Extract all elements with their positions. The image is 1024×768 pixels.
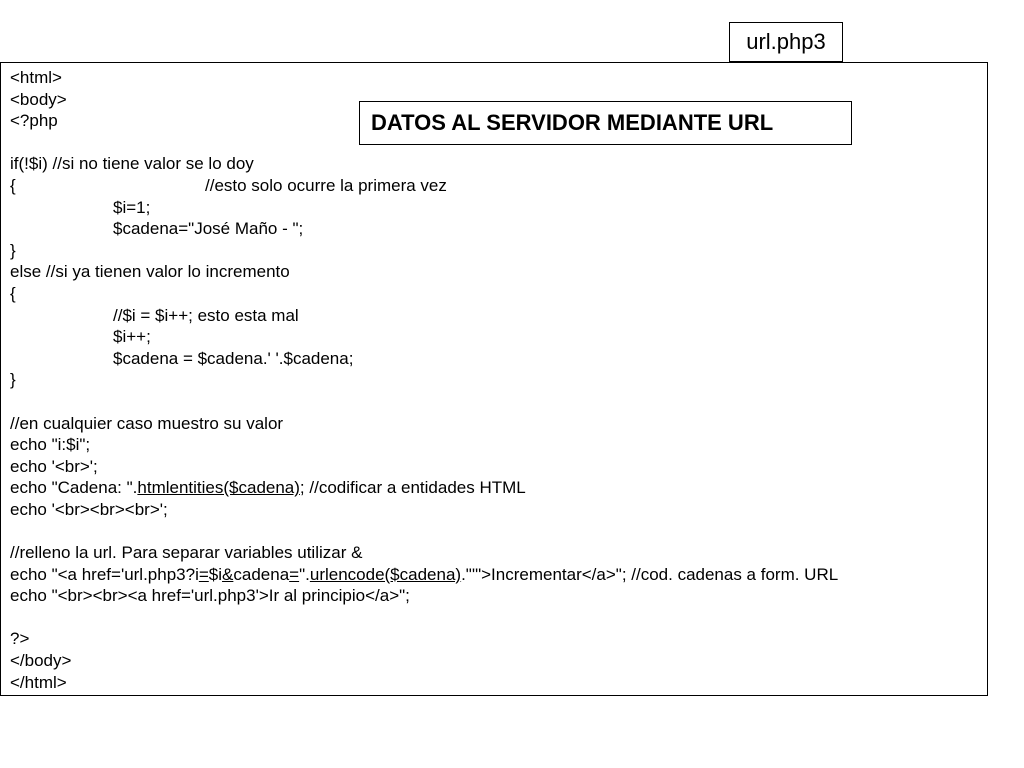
code-line: <?php	[10, 111, 58, 131]
code-segment: ".	[299, 564, 310, 584]
code-line	[10, 197, 838, 219]
blank-line	[10, 520, 838, 542]
code-line: }	[10, 370, 16, 390]
code-statement: $i=1;	[113, 197, 151, 217]
code-segment: echo "Cadena: ".	[10, 478, 138, 498]
code-line: //relleno la url. Para separar variables utilizar &	[10, 543, 363, 563]
code-line: echo '<br>';	[10, 456, 98, 476]
code-line: //en cualquier caso muestro su valor	[10, 413, 284, 433]
code-brace: {	[10, 175, 16, 195]
code-line: </body>	[10, 651, 72, 671]
underlined-function: htmlentities($cadena)	[137, 478, 300, 498]
code-line: {	[10, 283, 16, 303]
code-segment: cadena	[233, 564, 290, 584]
code-line	[10, 564, 838, 586]
code-line: echo '<br><br><br>';	[10, 499, 168, 519]
code-comment: //esto solo ocurre la primera vez	[205, 175, 447, 195]
code-statement: $i++;	[113, 327, 151, 347]
code-listing	[10, 67, 838, 693]
code-line	[10, 218, 838, 240]
code-line	[10, 348, 838, 370]
code-line	[10, 326, 838, 348]
code-line: <html>	[10, 68, 62, 87]
code-comment: //$i = $i++; esto esta mal	[113, 305, 299, 325]
code-segment: $i	[208, 564, 223, 584]
underlined-function: urlencode($cadena)	[309, 564, 462, 584]
code-line	[10, 477, 838, 499]
underlined-equals: =	[198, 564, 209, 584]
code-statement: $cadena = $cadena.' '.$cadena;	[113, 348, 354, 368]
code-line: else //si ya tienen valor lo incremento	[10, 262, 290, 282]
code-line: ?>	[10, 629, 30, 649]
code-line: echo "<br><br><a href='url.php3'>Ir al principio</a>";	[10, 586, 410, 606]
code-line: </html>	[10, 672, 67, 692]
code-line: <body>	[10, 89, 67, 109]
code-line: echo "i:$i";	[10, 435, 91, 455]
underlined-equals: =	[289, 564, 300, 584]
underlined-ampersand: &	[222, 564, 234, 584]
blank-line	[10, 607, 838, 629]
file-name-label: url.php3	[729, 22, 843, 62]
code-line	[10, 175, 838, 197]
code-segment: ."'">Incrementar</a>"; //cod. cadenas a form. URL	[461, 564, 839, 584]
blank-line	[10, 391, 838, 413]
code-statement: $cadena="José Maño - ";	[113, 219, 304, 239]
code-line: if(!$i) //si no tiene valor se lo doy	[10, 154, 254, 174]
code-segment: echo "<a href='url.php3?i	[10, 564, 199, 584]
code-line: }	[10, 240, 16, 260]
code-line	[10, 305, 838, 327]
slide-title: DATOS AL SERVIDOR MEDIANTE URL	[359, 101, 852, 145]
code-segment: ; //codificar a entidades HTML	[299, 478, 526, 498]
